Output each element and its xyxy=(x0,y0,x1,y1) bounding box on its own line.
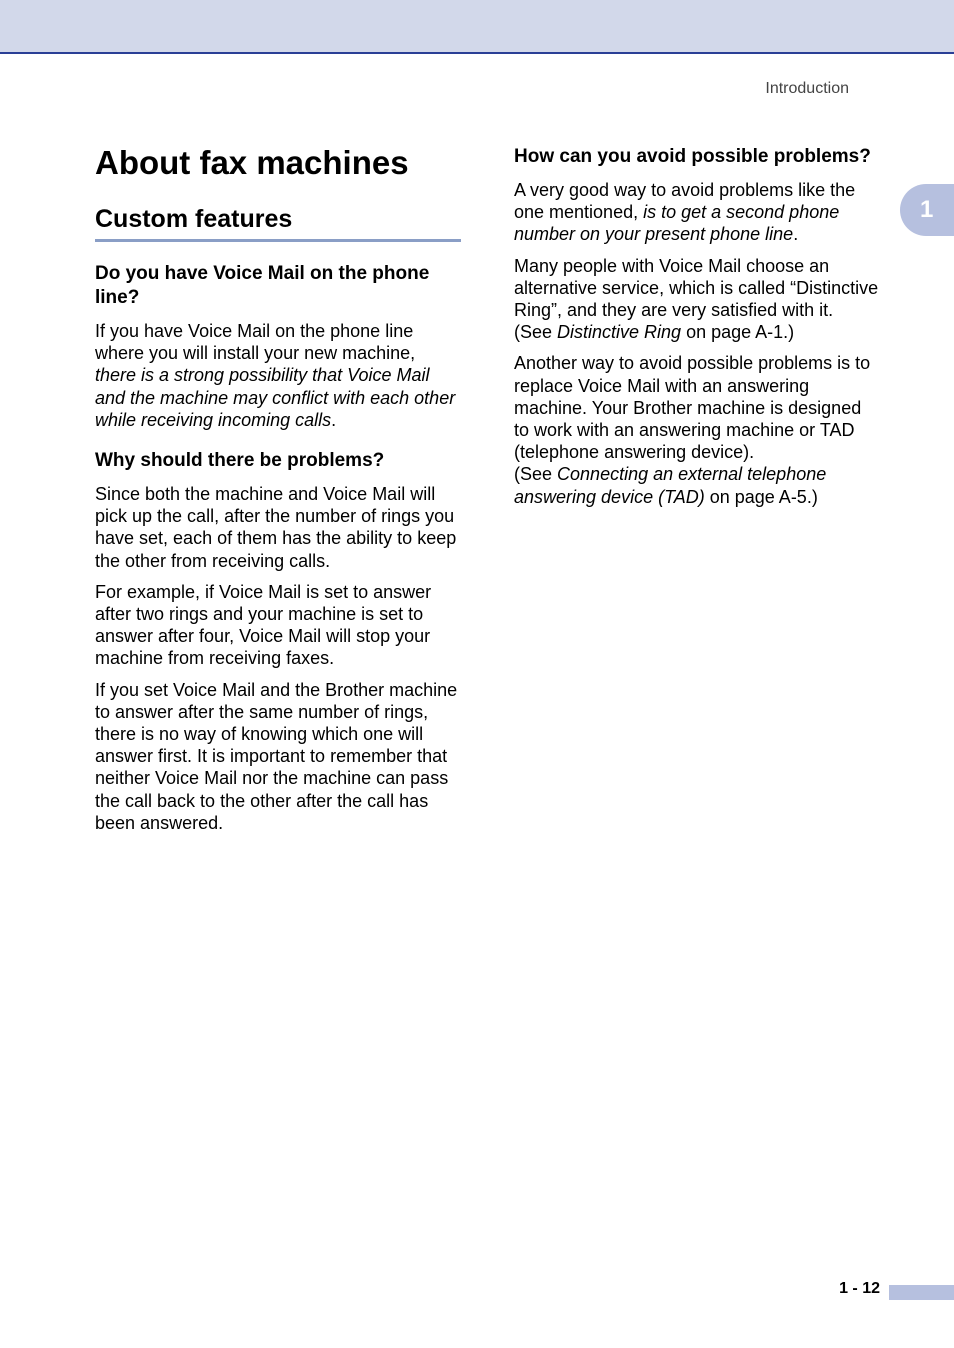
cross-reference-link[interactable]: Distinctive Ring xyxy=(557,322,682,343)
text: If you have Voice Mail on the phone line where you will install your new machine, xyxy=(95,321,416,364)
section-label: Introduction xyxy=(765,80,849,97)
page-title: About fax machines xyxy=(95,144,409,181)
page-number: 1 - 12 xyxy=(839,1280,880,1297)
text: Another way to avoid possible problems is to replace Voice Mail with an answering machine. Your Brother machine is designed to work with an answering machine or TAD (telephone answering device). xyxy=(514,353,871,463)
header-band xyxy=(0,0,954,54)
text: Many people with Voice Mail choose an alternative service, which is called “Distinctive Ring”, and they are very satisfied with it. xyxy=(514,255,879,321)
paragraph-problems-3: If you set Voice Mail and the Brother machine to answer after the same number of rings, there is no way of knowing which one will answer first. It is important to remember that neither Voice Mail nor the machine can pass the call back to the other after the call has been answered. xyxy=(95,679,458,833)
text: on page A-1.) xyxy=(681,322,795,343)
text: (See xyxy=(514,464,558,485)
text: . xyxy=(793,224,799,245)
subheading-avoid: How can you avoid possible problems? xyxy=(514,146,871,167)
paragraph-avoid-1 xyxy=(514,179,880,246)
left-column xyxy=(95,144,461,843)
emphasis-text: is to get a second phone number on your present phone line xyxy=(514,202,840,245)
footer-band xyxy=(889,1285,954,1300)
paragraph-avoid-2 xyxy=(514,255,880,344)
emphasis-text: there is a strong possibility that Voice Mail and the machine may conflict with each other while receiving incoming calls xyxy=(95,365,456,430)
right-column xyxy=(514,144,880,517)
paragraph-problems-2: For example, if Voice Mail is set to answer after two rings and your machine is set to answer after four, Voice Mail will stop your machine from receiving faxes. xyxy=(95,581,432,669)
text: (See xyxy=(514,322,558,343)
chapter-tab: 1 xyxy=(900,184,954,236)
text: . xyxy=(331,409,337,430)
paragraph-problems-1: Since both the machine and Voice Mail will pick up the call, after the number of rings you have set, each of them has the ability to keep the other from receiving calls. xyxy=(95,484,457,571)
paragraph-avoid-3 xyxy=(514,352,880,507)
text: on page A-5.) xyxy=(704,486,818,507)
subheading-voicemail: Do you have Voice Mail on the phone line? xyxy=(95,263,430,308)
text: A very good way to avoid problems like the one mentioned, xyxy=(514,180,856,223)
cross-reference-link[interactable]: Connecting an external telephone answering device (TAD) xyxy=(514,464,827,507)
subheading-problems: Why should there be problems? xyxy=(95,450,385,472)
section-heading: Custom features xyxy=(95,204,461,242)
paragraph-voicemail xyxy=(95,320,461,431)
